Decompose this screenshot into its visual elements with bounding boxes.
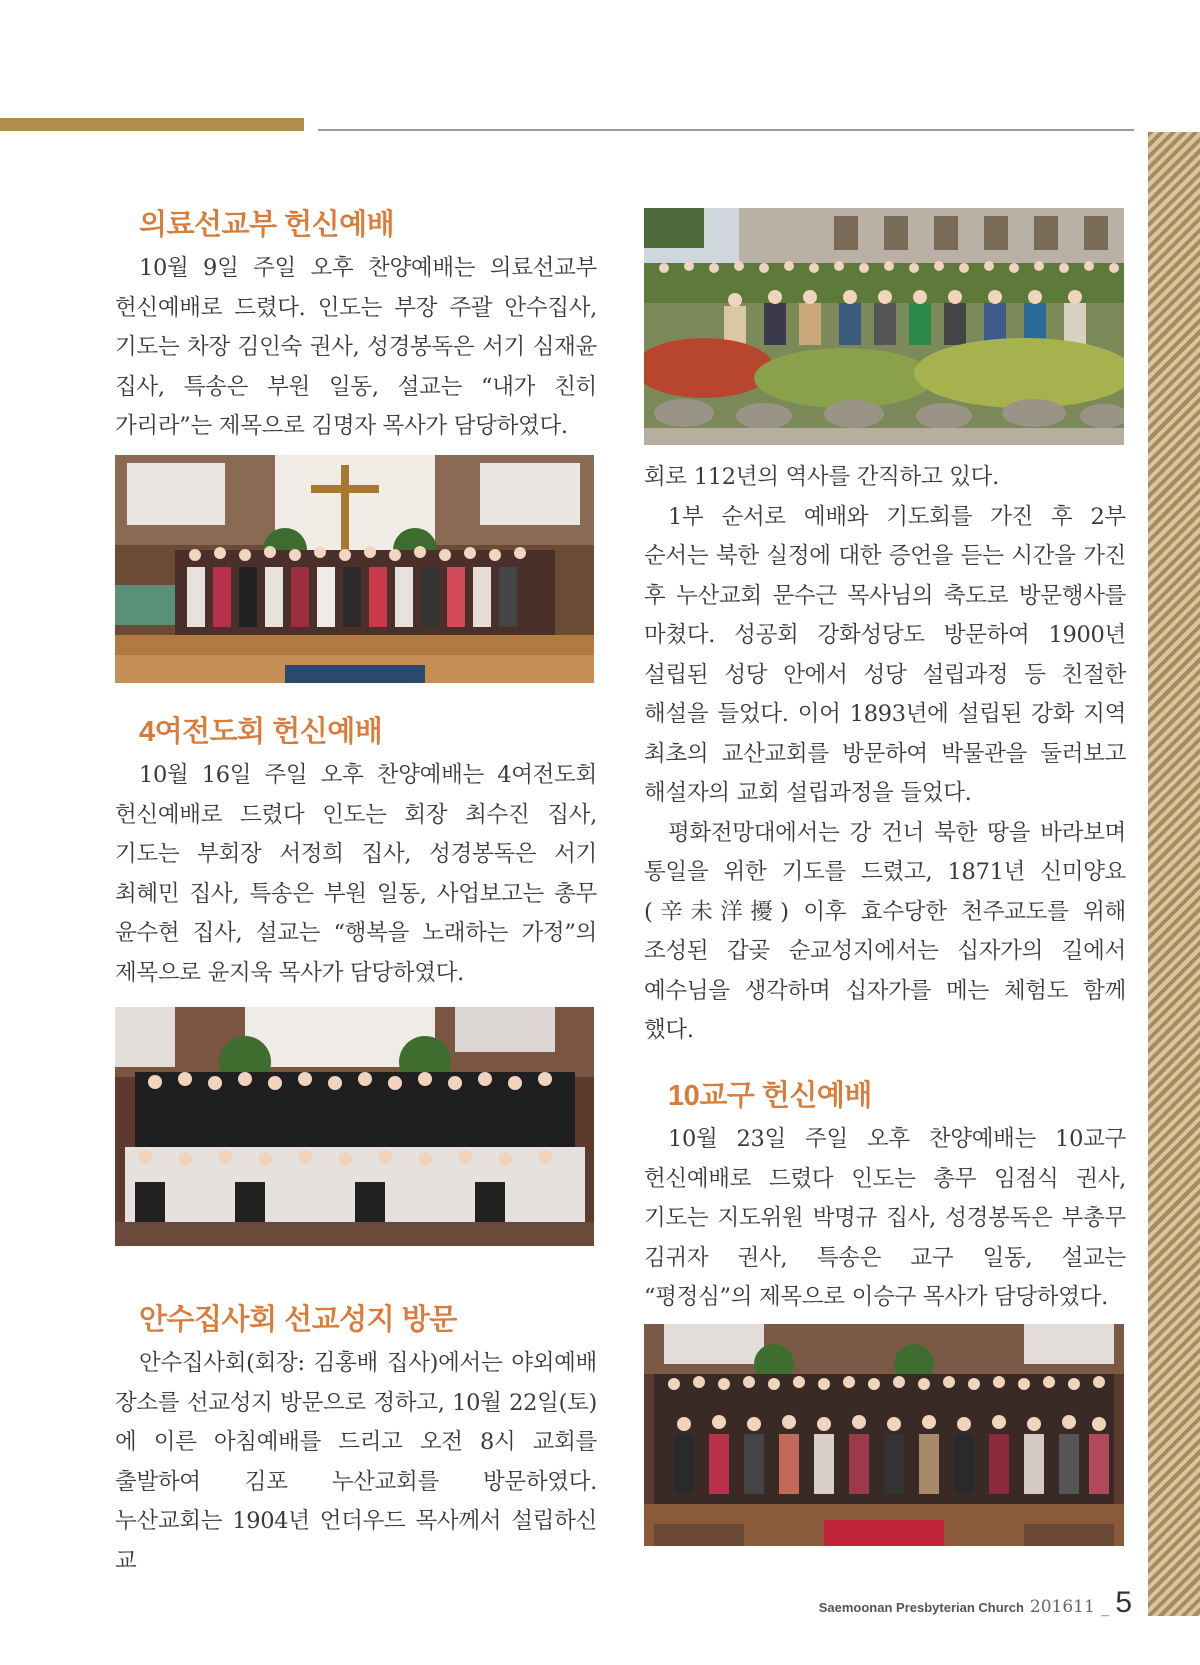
section-title: 의료선교부 헌신예배 [139, 209, 395, 241]
section-body: 10월 23일 주일 오후 찬양예배는 10교구 헌신예배로 드렸다 인도는 총무 임점식 권사, 기도는 지도위원 박명규 집사, 성경봉독은 부총무 김귀자 권사, 특송은 교구 일동, 설교는 “평정심”의 제목으로 이승구 목사가 담당하였다. [644, 1126, 1126, 1310]
footer-church-name: Saemoonan Presbyterian Church [818, 1600, 1024, 1615]
page-footer [819, 1586, 1132, 1622]
section-body: 10월 9일 주일 오후 찬양예배는 의료선교부 헌신예배로 드렸다. 인도는 부장 주괄 안수집사, 기도는 차장 김인숙 권사, 성경봉독은 서기 심재윤 집사, 특송은 부원 일동, 설교는 “내가 친히 가리라”는 제목으로 김명자 목사가 담당하였다. [115, 255, 597, 439]
header-divider-line [318, 129, 1134, 131]
section-district-10 [644, 1076, 1126, 1318]
footer-page-number: 5 [1115, 1586, 1132, 1619]
footer-issue: 201611 [1029, 1597, 1095, 1617]
section-body: 10월 16일 주일 오후 찬양예배는 4여전도회 헌신예배로 드렸다 인도는 회장 최수진 집사, 기도는 부회장 서정희 집사, 성경봉독은 서기 최혜민 집사, 특송은 부원 일동, 사업보고는 총무 윤수현 집사, 설교는 “행복을 노래하는 가정”의 제목으로 윤지욱 목사가 담당하였다. [115, 762, 597, 986]
section-medical-mission [115, 205, 597, 447]
footer-separator: _ [1100, 1597, 1110, 1617]
photo-choir-church [115, 455, 594, 683]
section-title: 10교구 헌신예배 [668, 1080, 872, 1112]
section-womens-group-4 [115, 712, 597, 993]
section-deacons-visit [115, 1300, 597, 1581]
photo-group-outdoor [644, 208, 1124, 445]
section-deacons-visit-continued [644, 458, 1126, 1051]
section-body: 안수집사회(회장: 김홍배 집사)에서는 야외예배 장소를 선교성지 방문으로 정하고, 10월 22일(토)에 이른 아침예배를 드리고 오전 8시 교회를 출발하여 김포 누산교회를 방문하였다. 누산교회는 1904년 언더우드 목사께서 설립하신 교 [115, 1350, 597, 1574]
photo-families-singing [115, 1007, 594, 1246]
section-body-cont-2: 1부 순서로 예배와 기도회를 가진 후 2부 순서는 북한 실정에 대한 증언을 듣는 시간을 가진 후 누산교회 문수근 목사님의 축도로 방문행사를 마쳤다. 성공회 강화성당도 방문하여 1900년 설립된 성당 안에서 성당 설립과정 등 친절한 해설을 들었다. 이어 1893년에 설립된 강화 지역 최초의 교산교회를 방문하여 박물관을 둘러보고 해설자의 교회 설립과정을 들었다. [644, 503, 1126, 806]
section-body-cont-1: 회로 112년의 역사를 간직하고 있다. [644, 464, 999, 490]
side-decorative-stripe [1148, 132, 1200, 1616]
section-title: 4여전도회 헌신예배 [139, 716, 383, 748]
section-body-cont-3: 평화전망대에서는 강 건너 북한 땅을 바라보며 통일을 위한 기도를 드렸고, 1871년 신미양요(辛未洋擾) 이후 효수당한 천주교도를 위해 조성된 갑곶 순교성지에서는 십자가의 길에서 예수님을 생각하며 십자가를 메는 체험도 함께 했다. [644, 819, 1126, 1043]
section-title: 안수집사회 선교성지 방문 [139, 1304, 457, 1336]
photo-district-choir [644, 1324, 1124, 1546]
header-gold-bar [0, 118, 304, 131]
